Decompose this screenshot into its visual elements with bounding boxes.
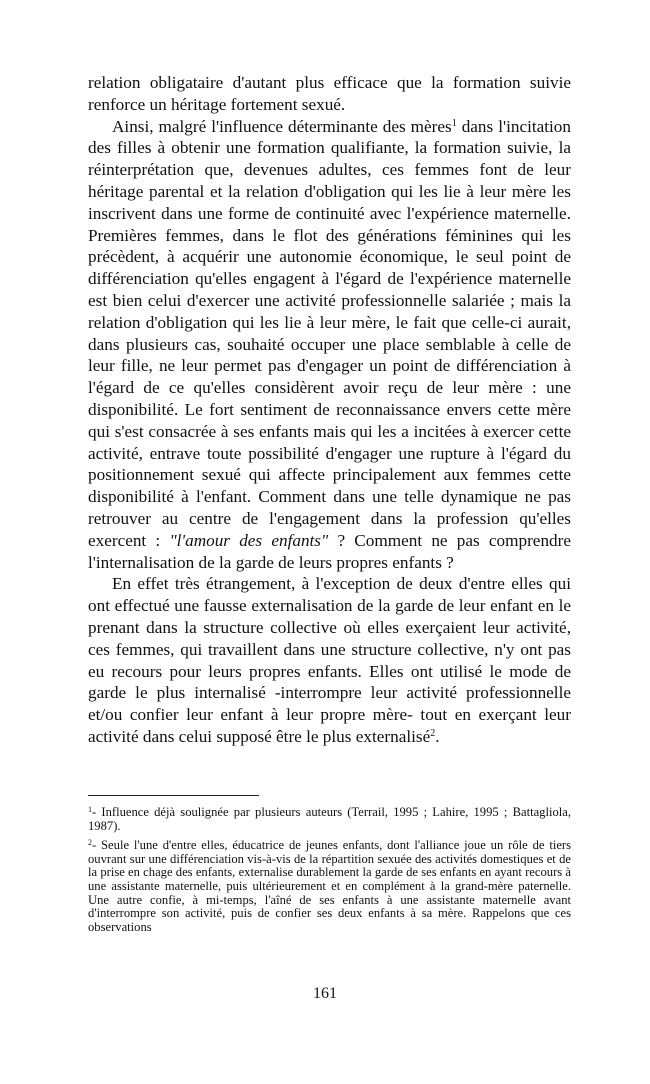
body-text [88, 72, 571, 748]
main-text [88, 72, 571, 748]
footnote-ref-1[interactable]: 1 [451, 117, 457, 129]
paragraph-3: En effet très étrangement, à l'exception de deux d'entre elles qui ont effectué une fausse externalisation de la garde de leur enfant en le prenant dans la structure collective où elles exerçaient leur activité, ces femmes, qui travaillent dans une structure collective, n'y ont pas eu recours pour leurs propres enfants. Elles ont utilisé le mode de garde le plus internalisé -interrompre leur activité professionnelle et/ou confier leur enfant à leur propre mère- tout en exerçant leur activité dans celui supposé être le plus externalisé$^2$. [88, 574, 571, 746]
footnote-text: - Seule l'une d'entre elles, éducatrice de jeunes enfants, dont l'alliance joue un rôle de tiers ouvrant sur une différenciation vis-à-vis de la répartition sexuée des activités domestiques et de la prise en chage des enfants, externalise durablement la garde de ses enfants en ayant recours à une assistante maternelle, puis ultérieurement et en complément à la grand-mère paternelle. Une autre confie, à mi-temps, l'aîné de ses enfants à une assistante maternelle avant d'interrompre son activité, puis de confier ses deux enfants à sa mère. Rappelons que ces observations [88, 838, 571, 934]
footnote-1 [88, 806, 571, 833]
footnote-2 [88, 839, 571, 934]
footnote-ref-2[interactable]: 2 [430, 727, 436, 739]
quoted-phrase: "l'amour des enfants" [169, 530, 329, 550]
footnotes [88, 806, 571, 940]
footnote-marker: 2 [88, 838, 92, 848]
footnote-divider [88, 795, 259, 796]
page-number: 161 [313, 985, 337, 1002]
footnote-text: - Influence déjà soulignée par plusieurs auteurs (Terrail, 1995 ; Lahire, 1995 ; Battagliola, 1987). [88, 805, 571, 833]
footnote-marker: 1 [88, 805, 92, 814]
paragraph-1: relation obligataire d'autant plus efficace que la formation suivie renforce un héritage fortement sexué. [88, 73, 571, 114]
paragraph-2: Ainsi, malgré l'influence déterminante des mères$^1$ dans l'incitation des filles à obtenir une formation qualifiante, la formation suivie, la réinterprétation que, devenues adultes, ces femmes font de leur héritage parental et la relation d'obligation qui les lie à leur mère les inscrivent dans une forme de continuité avec l'expérience maternelle. Premières femmes, dans le flot des générations féminines qui les précèdent, à acquérir une autonomie économique, le seul point de différenciation qu'elles engagent à l'égard de l'expérience maternelle est bien celui d'exercer une activité professionnelle salariée ; mais la relation d'obligation qui les lie à leur mère, le fait que celle-ci aurait, dans plusieurs cas, souhaité occuper une place semblable à celle de leur fille, ne leur permet pas d'engager un point de différenciation à l'égard de ce qu'elles considèrent avoir reçu de leur mère : une disponibilité. Le fort sentiment de reconnaissance envers cette mère qui s'est consacrée à ses enfants mais qui les a incitées à exercer cette activité, entrave toute possibilité d'engager une rupture à l'égard du positionnement sexué qui affecte principalement aux femmes cette disponibilité à l'enfant. Comment dans une telle dynamique ne pas retrouver au centre de l'engagement dans la profession qu'elles exercent : "l'amour des enfants" ? Comment ne pas comprendre l'internalisation de la garde de leurs propres enfants ? [88, 116, 571, 572]
